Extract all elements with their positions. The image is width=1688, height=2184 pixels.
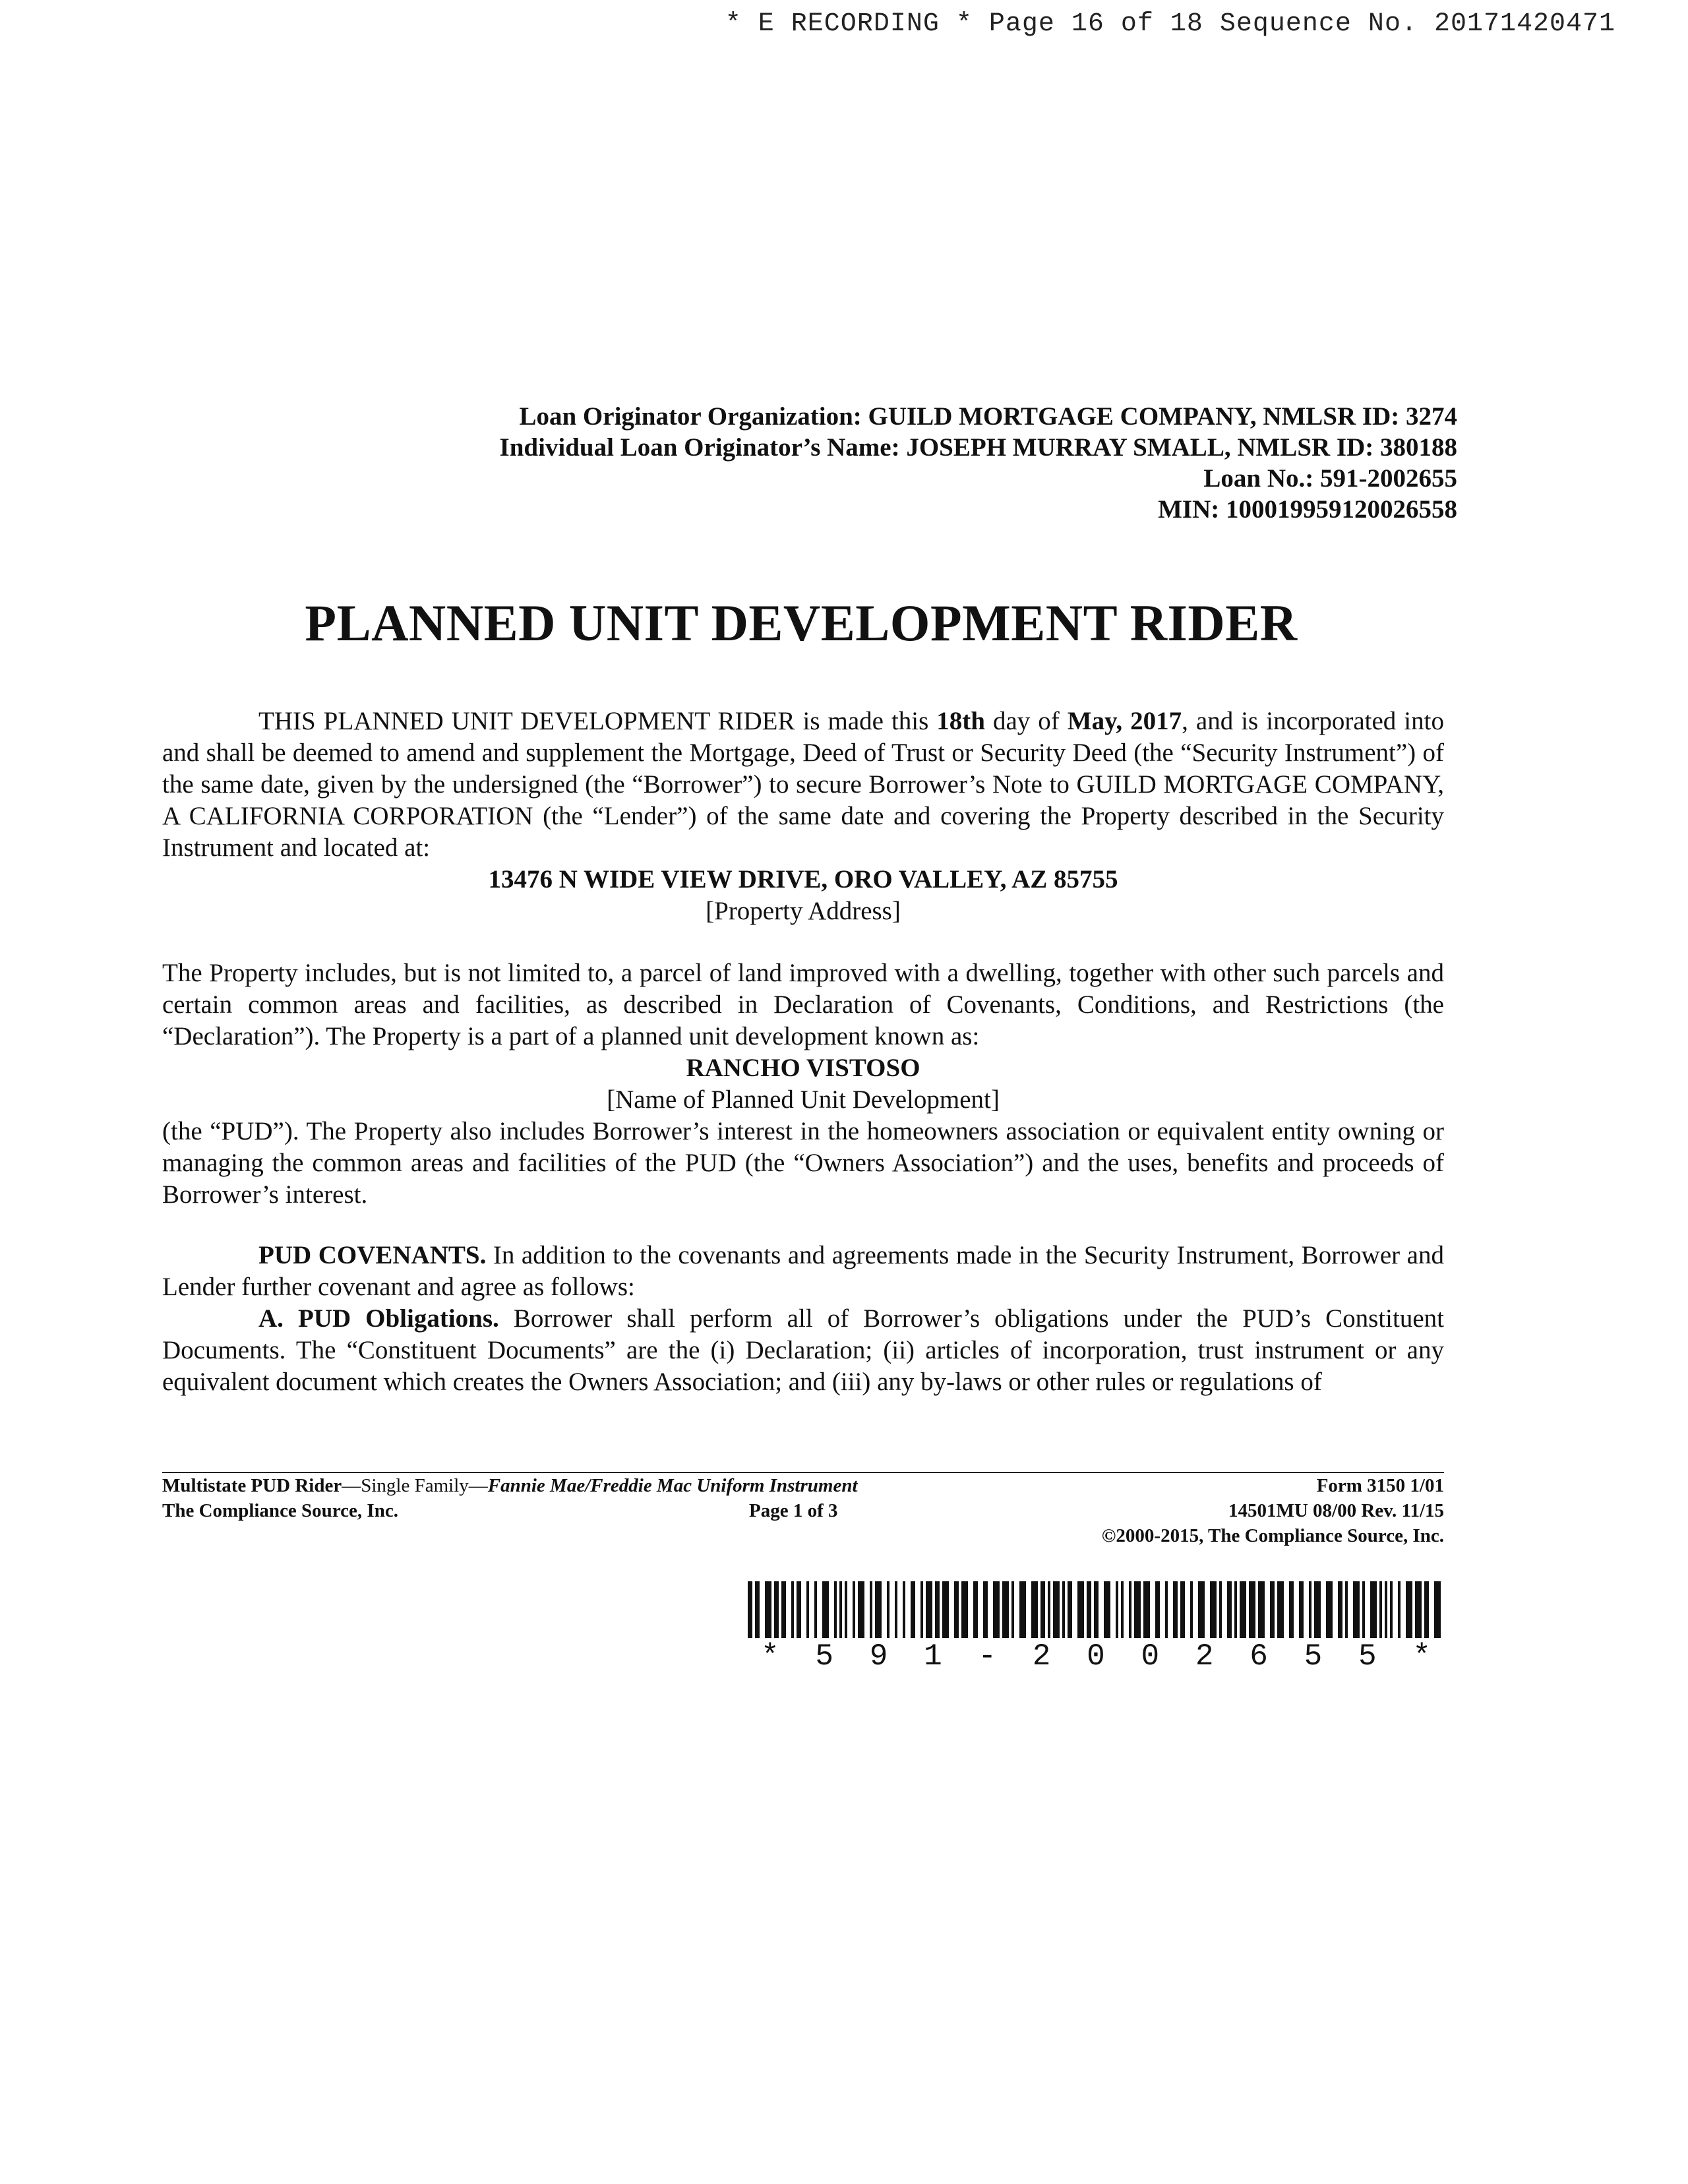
barcode-bar bbox=[1385, 1581, 1387, 1638]
footer-copyright: ©2000-2015, The Compliance Source, Inc. bbox=[1101, 1525, 1444, 1546]
barcode-bar bbox=[1234, 1581, 1237, 1638]
barcode-bar bbox=[926, 1581, 932, 1638]
barcode-bar bbox=[1219, 1581, 1222, 1638]
intro-text-c: , and is incorporated into and shall be deemed to amend and supplement the Mortgage, Deed of Trust or Security Deed (the “Security Instrument”) of the same date, given by the undersigned (the “Borrower”) to secure Borrower’s Note to GUILD MORTGAGE COMPANY, A CALIFORNIA CORPORATION (the “Lender”) of the same date and covering the Property described in the Security Instrument and located at: bbox=[162, 707, 1444, 862]
barcode-bar bbox=[1314, 1581, 1321, 1638]
pud-obligations-heading: A. PUD Obligations. bbox=[258, 1304, 499, 1333]
barcode-bar bbox=[935, 1581, 940, 1638]
barcode-bar bbox=[1087, 1581, 1091, 1638]
barcode-bar bbox=[853, 1581, 855, 1638]
barcode-bar bbox=[1338, 1581, 1342, 1638]
barcode-bar bbox=[1019, 1581, 1026, 1638]
barcode-bar bbox=[839, 1581, 842, 1638]
barcode-bar bbox=[858, 1581, 864, 1638]
barcode-char: * bbox=[1412, 1639, 1431, 1674]
barcode-bar bbox=[961, 1581, 968, 1638]
barcode-char: 5 bbox=[1304, 1639, 1323, 1674]
barcode-bar bbox=[797, 1581, 801, 1638]
barcode-bar bbox=[1165, 1581, 1168, 1638]
barcode-bar bbox=[1370, 1581, 1377, 1638]
barcode-char: 0 bbox=[1087, 1639, 1105, 1674]
barcode-bar bbox=[887, 1581, 889, 1638]
barcode-bar bbox=[1277, 1581, 1284, 1638]
barcode-bar bbox=[748, 1581, 752, 1638]
barcode-bar bbox=[895, 1581, 897, 1638]
footer-page-number: Page 1 of 3 bbox=[749, 1500, 838, 1521]
covenants-text: In addition to the covenants and agreements made in the Security Instrument, Borrower and Lender further covenant and agree as follows: bbox=[162, 1241, 1444, 1301]
originator-block bbox=[500, 401, 1457, 525]
barcode-bar bbox=[1345, 1581, 1348, 1638]
barcode-bar bbox=[1258, 1581, 1265, 1638]
barcode-bar bbox=[911, 1581, 915, 1638]
barcode-bar bbox=[1198, 1581, 1205, 1638]
barcode-bar bbox=[1134, 1581, 1141, 1638]
min-number: MIN: 100019959120026558 bbox=[1158, 495, 1457, 524]
pud-text: (the “PUD”). The Property also includes Borrower’s interest in the homeowners association or equivalent entity owning or managing the common areas and facilities of the PUD (the “Owners Association”) and the uses, benefits and proceeds of Borrower’s interest. bbox=[162, 1117, 1444, 1209]
intro-text-a: THIS PLANNED UNIT DEVELOPMENT RIDER is made this bbox=[258, 707, 937, 735]
barcode-bar bbox=[781, 1581, 786, 1638]
property-address-caption: [Property Address] bbox=[706, 897, 901, 925]
barcode-bar bbox=[806, 1581, 809, 1638]
barcode-char: 0 bbox=[1141, 1639, 1160, 1674]
individual-originator: Individual Loan Originator’s Name: JOSEPH MURRAY SMALL, NMLSR ID: 380188 bbox=[499, 433, 1457, 462]
property-text: The Property includes, but is not limited to, a parcel of land improved with a dwelling, together with other such parcels and certain common areas and facilities, as described in Declaration of Covenants, Conditions, and Restrictions (the “Declaration”). The Property is a part of a planned unit development known as: bbox=[162, 959, 1444, 1050]
barcode-char: * bbox=[761, 1639, 779, 1674]
barcode-bar bbox=[1424, 1581, 1429, 1638]
recording-header: * E RECORDING * Page 16 of 18 Sequence No. 20171420471 bbox=[725, 9, 1615, 39]
pud-name: RANCHO VISTOSO bbox=[686, 1054, 920, 1082]
barcode-char: - bbox=[978, 1639, 997, 1674]
barcode-bar bbox=[1210, 1581, 1217, 1638]
property-address: 13476 N WIDE VIEW DRIVE, ORO VALLEY, AZ 85755 bbox=[488, 865, 1118, 894]
rider-date: May, 2017 bbox=[1067, 707, 1182, 735]
barcode-char: 5 bbox=[815, 1639, 833, 1674]
barcode-bar bbox=[1062, 1581, 1065, 1638]
barcode-bar bbox=[993, 1581, 1000, 1638]
barcode-bar bbox=[1353, 1581, 1360, 1638]
intro-paragraph bbox=[162, 706, 1444, 927]
barcode-bar bbox=[1398, 1581, 1401, 1638]
barcode-bar bbox=[1406, 1581, 1412, 1638]
barcode-bar bbox=[1390, 1581, 1393, 1638]
barcode-text bbox=[748, 1639, 1444, 1674]
barcode-char: 1 bbox=[924, 1639, 942, 1674]
barcode-bar bbox=[822, 1581, 829, 1638]
covenants-heading: PUD COVENANTS. bbox=[258, 1241, 487, 1269]
barcode-bar bbox=[1077, 1581, 1084, 1638]
footer-form-number: Form 3150 1/01 bbox=[1316, 1475, 1444, 1496]
barcode-char: 2 bbox=[1195, 1639, 1214, 1674]
footer-form-name: Multistate PUD Rider—Single Family—Fannie Mae/Freddie Mac Uniform Instrument bbox=[162, 1475, 858, 1496]
loan-number: Loan No.: 591-2002655 bbox=[1203, 464, 1457, 493]
barcode-bar bbox=[1053, 1581, 1060, 1638]
barcode-bar bbox=[834, 1581, 837, 1638]
barcode-bar bbox=[1415, 1581, 1422, 1638]
barcode-char: 9 bbox=[869, 1639, 888, 1674]
property-paragraph bbox=[162, 957, 1444, 1211]
barcode-bar bbox=[1379, 1581, 1382, 1638]
barcode-bar bbox=[1104, 1581, 1110, 1638]
barcode-bar bbox=[1048, 1581, 1050, 1638]
barcode-bar bbox=[1173, 1581, 1178, 1638]
barcode-bar bbox=[1116, 1581, 1118, 1638]
barcode-bar bbox=[1326, 1581, 1333, 1638]
barcode-bar bbox=[903, 1581, 905, 1638]
barcode-bar bbox=[845, 1581, 847, 1638]
barcode-bar bbox=[814, 1581, 817, 1638]
barcode-bar bbox=[1031, 1581, 1038, 1638]
barcode-bar bbox=[1434, 1581, 1441, 1638]
barcode-bar bbox=[755, 1581, 760, 1638]
barcode-bar bbox=[791, 1581, 794, 1638]
barcode-bar bbox=[942, 1581, 949, 1638]
barcode-bar bbox=[1068, 1581, 1072, 1638]
barcode-bar bbox=[1289, 1581, 1294, 1638]
footer-publisher: The Compliance Source, Inc. bbox=[162, 1500, 398, 1521]
pud-obligations-text: Borrower shall perform all of Borrower’s obligations under the PUD’s Constituent Documents. The “Constituent Documents” are the (i) Declaration; (ii) articles of incorporation, trust instrument or any equivalent document which creates the Owners Association; and (iii) any by-laws or other rules or regulations of bbox=[162, 1304, 1444, 1396]
barcode-bar bbox=[1362, 1581, 1365, 1638]
barcode-bar bbox=[1249, 1581, 1255, 1638]
barcode-char: 2 bbox=[1032, 1639, 1051, 1674]
intro-text-b: day of bbox=[984, 707, 1068, 735]
covenants-paragraph bbox=[162, 1240, 1444, 1398]
barcode-char: 6 bbox=[1250, 1639, 1268, 1674]
barcode-bar bbox=[875, 1581, 882, 1638]
barcode-bar bbox=[1011, 1581, 1014, 1638]
barcode-bar bbox=[1190, 1581, 1193, 1638]
barcode-bar bbox=[954, 1581, 959, 1638]
barcode-bar bbox=[1309, 1581, 1311, 1638]
pud-name-caption: [Name of Planned Unit Development] bbox=[607, 1085, 1000, 1114]
barcode-bar bbox=[983, 1581, 988, 1638]
barcode-bar bbox=[1129, 1581, 1131, 1638]
barcode-bar bbox=[1299, 1581, 1304, 1638]
rider-day: 18th bbox=[936, 707, 985, 735]
barcode-bar bbox=[1270, 1581, 1275, 1638]
barcode-bar bbox=[774, 1581, 779, 1638]
barcode-bar bbox=[1227, 1581, 1232, 1638]
footer-revision: 14501MU 08/00 Rev. 11/15 bbox=[1228, 1500, 1444, 1521]
originator-organization: Loan Originator Organization: GUILD MORTGAGE COMPANY, NMLSR ID: 3274 bbox=[519, 402, 1457, 431]
barcode-bar bbox=[973, 1581, 978, 1638]
barcode-bar bbox=[1240, 1581, 1246, 1638]
barcode-bar bbox=[765, 1581, 771, 1638]
barcode-bar bbox=[1002, 1581, 1009, 1638]
barcode-bar bbox=[1094, 1581, 1099, 1638]
barcode-bar bbox=[1121, 1581, 1124, 1638]
barcode-char: 5 bbox=[1358, 1639, 1377, 1674]
barcode-bar bbox=[1155, 1581, 1160, 1638]
barcode-bar bbox=[870, 1581, 872, 1638]
form-footer bbox=[162, 1472, 1444, 1548]
barcode bbox=[748, 1581, 1444, 1647]
barcode-bar bbox=[1143, 1581, 1150, 1638]
barcode-bar bbox=[1040, 1581, 1045, 1638]
document-title: PLANNED UNIT DEVELOPMENT RIDER bbox=[305, 594, 1298, 652]
barcode-bar bbox=[920, 1581, 923, 1638]
barcode-bar bbox=[1180, 1581, 1185, 1638]
